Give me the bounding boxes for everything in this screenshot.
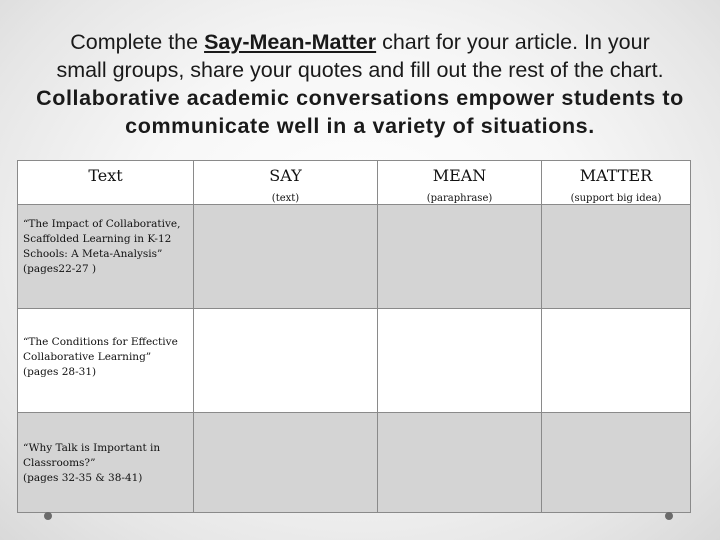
article-1-line-3: Schools: A Meta-Analysis” <box>23 248 163 260</box>
say-cell-article-2[interactable] <box>194 309 378 413</box>
matter-cell-article-1[interactable] <box>542 205 691 309</box>
table-row <box>18 413 691 513</box>
article-2-line-3: (pages 28-31) <box>23 366 97 378</box>
say-cell-article-1[interactable] <box>194 205 378 309</box>
heading-line-1-after: chart for your article. In your <box>376 30 650 54</box>
matter-cell-article-2[interactable] <box>542 309 691 413</box>
heading-line-2: small groups, share your quotes and fill out the rest of the chart. <box>56 58 664 82</box>
column-title-mean: MEAN <box>432 166 487 185</box>
heading-line-4: communicate well in a variety of situations. <box>125 114 595 138</box>
slide-heading <box>0 28 720 140</box>
decorative-dot-right <box>665 512 673 520</box>
mean-cell-article-3[interactable] <box>378 413 542 513</box>
article-1-line-1: “The Impact of Collaborative, <box>23 218 181 230</box>
heading-emphasis-say-mean-matter: Say-Mean-Matter <box>204 30 377 54</box>
article-2-text <box>18 335 193 380</box>
column-title-matter: MATTER <box>579 166 653 185</box>
article-2-line-2: Collaborative Learning” <box>23 351 152 363</box>
column-subtitle-mean: (paraphrase) <box>426 193 493 204</box>
heading-line-1 <box>0 28 720 56</box>
column-header-text <box>18 161 194 205</box>
article-3-text <box>18 441 193 486</box>
column-header-matter <box>542 161 691 205</box>
article-3-line-1: “Why Talk is Important in <box>23 442 161 454</box>
article-1-line-4: (pages22-27 ) <box>23 263 97 275</box>
table-row <box>18 205 691 309</box>
article-1-line-2: Scaffolded Learning in K-12 <box>23 233 172 245</box>
say-cell-article-3[interactable] <box>194 413 378 513</box>
column-header-mean <box>378 161 542 205</box>
decorative-dot-left <box>44 512 52 520</box>
column-header-say <box>194 161 378 205</box>
article-3-line-3: (pages 32-35 & 38-41) <box>23 472 143 484</box>
column-title-text: Text <box>88 166 123 185</box>
text-cell-article-2 <box>18 309 194 413</box>
text-cell-article-3 <box>18 413 194 513</box>
heading-line-1-before: Complete the <box>70 30 205 54</box>
mean-cell-article-2[interactable] <box>378 309 542 413</box>
article-1-text <box>18 217 193 277</box>
mean-cell-article-1[interactable] <box>378 205 542 309</box>
matter-cell-article-3[interactable] <box>542 413 691 513</box>
text-cell-article-1 <box>18 205 194 309</box>
article-2-line-1: “The Conditions for Effective <box>23 336 178 348</box>
say-mean-matter-table <box>17 160 691 513</box>
table-row <box>18 309 691 413</box>
article-3-line-2: Classrooms?” <box>23 457 96 469</box>
column-title-say: SAY <box>269 166 302 185</box>
column-subtitle-say: (text) <box>271 193 300 204</box>
column-subtitle-matter: (support big idea) <box>570 193 662 204</box>
heading-line-3: Collaborative academic conversations empower students to <box>36 86 684 110</box>
table-header-row <box>18 161 691 205</box>
